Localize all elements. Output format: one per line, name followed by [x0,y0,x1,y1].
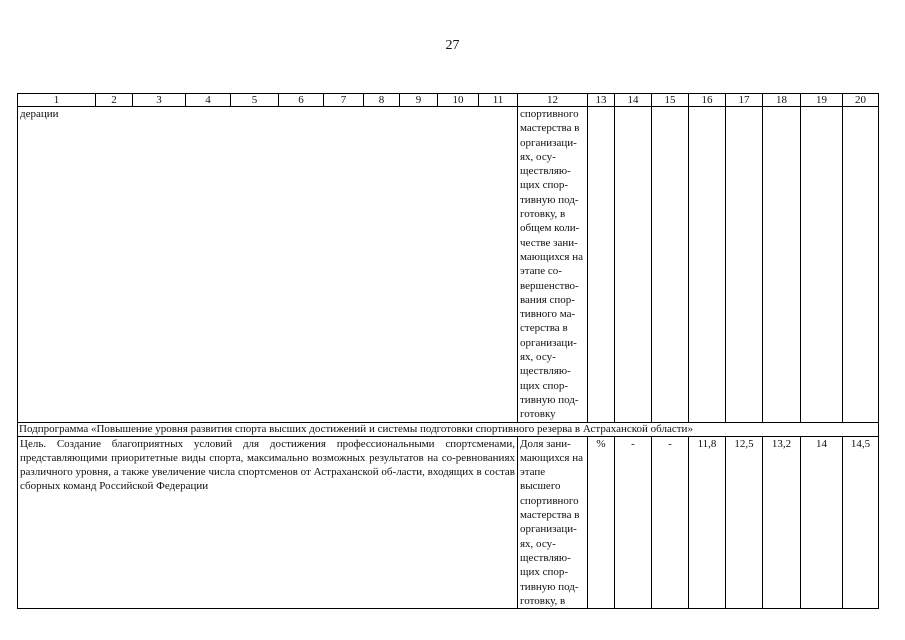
header-cell: 8 [364,94,400,107]
value-cell: 14 [801,436,843,609]
unit-cell: % [588,436,615,609]
header-cell: 7 [324,94,364,107]
header-cell: 17 [726,94,763,107]
empty-cell [652,107,689,423]
header-cell: 20 [843,94,879,107]
page-number: 27 [445,38,460,53]
header-cell: 1 [18,94,96,107]
continuation-goal-cell: дерации [18,107,518,423]
value-cell: 11,8 [689,436,726,609]
value-cell: - [652,436,689,609]
header-cell: 14 [615,94,652,107]
empty-cell [763,107,801,423]
goal-cell: Цель. Создание благоприятных условий для достижения профессиональными спортсменами, представляющими приоритетные виды спорта, максимально возможных результатов на со-ревнованиях различного уровня, а также увеличение числа спортсменов от Астраханской об-ласти, входящих в состав сборных команд Российской Федерации [18,436,518,609]
indicator-table [17,93,879,609]
continuation-row [18,107,879,423]
empty-cell [689,107,726,423]
value-cell: - [615,436,652,609]
value-cell: 13,2 [763,436,801,609]
header-cell: 13 [588,94,615,107]
goal-row [18,436,879,609]
empty-cell [726,107,763,423]
subprogram-row [18,422,879,436]
value-cell: 12,5 [726,436,763,609]
subprogram-title: Подпрограмма «Повышение уровня развития спорта высших достижений и системы подготовки спортивного резерва в Астраханской области» [18,422,879,436]
header-cell: 9 [400,94,438,107]
header-cell: 16 [689,94,726,107]
header-cell: 15 [652,94,689,107]
empty-cell [615,107,652,423]
header-cell: 10 [438,94,479,107]
value-cell: 14,5 [843,436,879,609]
continuation-indicator-cell: спортивного мастерства в организаци-ях, осу-ществляю-щих спор-тивную под-готовку, в общем коли-честве зани-мающихся на этапе со-вершенство-вания спор-тивного ма-стерства в организаци-ях, осу-ществляю-щих спор-тивную под-готовку [518,107,588,423]
empty-cell [843,107,879,423]
empty-cell [801,107,843,423]
header-cell: 5 [231,94,279,107]
header-cell: 4 [186,94,231,107]
header-cell: 18 [763,94,801,107]
empty-cell [588,107,615,423]
header-cell: 19 [801,94,843,107]
header-cell: 11 [479,94,518,107]
header-row [18,94,879,107]
header-cell: 12 [518,94,588,107]
header-cell: 6 [279,94,324,107]
indicator-cell: Доля зани-мающихся на этапе высшего спортивного мастерства в организаци-ях, осу-ществляю-щих спор-тивную под-готовку, в [518,436,588,609]
header-cell: 2 [96,94,133,107]
header-cell: 3 [133,94,186,107]
